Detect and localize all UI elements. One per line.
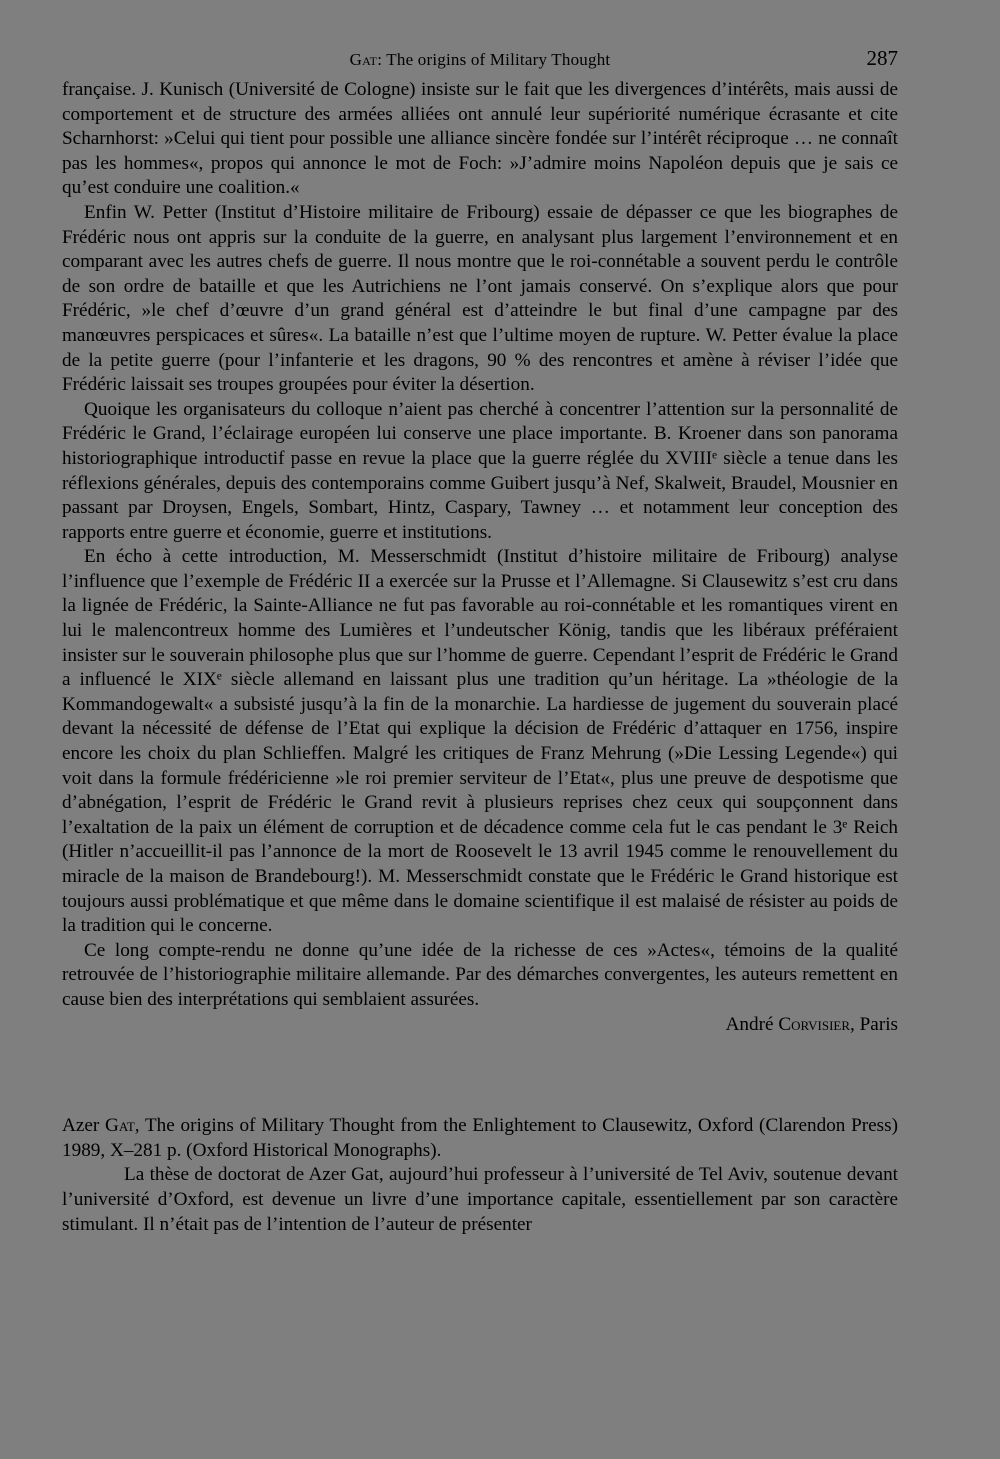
running-title xyxy=(62,50,898,70)
document-page xyxy=(62,44,898,1237)
paragraph-2: Enfin W. Petter (Institut d’Histoire militaire de Fribourg) essaie de dépasser ce que les biographes de Frédéric nous ont appris sur la conduite de la guerre, en analysant plus largement l’environnement et en comparant avec les autres chefs de guerre. Il nous montre que le roi-connétable a souvent perdu le contrôle de son ordre de bataille et que les Autrichiens ne l’ont jamais conservé. On s’explique alors que pour Frédéric, »le chef d’œuvre d’un grand général est d’atteindre le but final d’une campagne par des manœuvres perspicaces et sûres«. La bataille n’est que l’ultime moyen de rupture. W. Petter évalue la place de la petite guerre (pour l’infanterie et les dragons, 90 % des rencontres et amène à réviser l’idée que Frédéric laissait ses troupes groupées pour éviter la désertion. xyxy=(62,201,898,396)
reviewer-place: , Paris xyxy=(850,1013,898,1035)
review-body xyxy=(62,78,898,1013)
reviewer-signature xyxy=(62,1013,898,1038)
citation-author-first: Azer xyxy=(62,1115,100,1137)
running-title-author: Gat xyxy=(349,50,378,69)
page-number: 287 xyxy=(866,46,898,70)
citation-details: , The origins of Military Thought from the Enlightement to Clausewitz, Oxford (Clarendon Press) 1989, X–281 p. (Oxford Historical Monographs). xyxy=(62,1115,899,1161)
reviewer-first-name: André xyxy=(725,1013,774,1035)
reviewer-last-name: Corvisier xyxy=(778,1013,851,1035)
paragraph-1: française. J. Kunisch (Université de Cologne) insiste sur le fait que les divergences d’intérêts, mais aussi de comportement et de structure des armées alliées ont annulé leur supériorité numérique écrasante et cite Scharnhorst: »Celui qui tient pour possible une alliance sincère fondée sur l’intérêt réciproque … ne connaît pas les hommes«, propos qui annonce le mot de Foch: »J’admire moins Napoléon depuis que je sais ce qu’est conduire une coalition.« xyxy=(62,79,898,199)
next-review xyxy=(62,1114,898,1237)
citation-author-last: Gat xyxy=(105,1115,135,1137)
running-title-text: : The origins of Military Thought xyxy=(377,50,611,69)
running-header xyxy=(62,44,898,78)
paragraph-4: En écho à cette introduction, M. Messerschmidt (Institut d’histoire militaire de Fribourg) analyse l’influence que l’exemple de Frédéric II a exercée sur la Prusse et l’Allemagne. Si Clausewitz s’est cru dans la lignée de Frédéric, la Sainte-Alliance ne fut pas favorable au roi-connétable et les romantiques virent en lui le malencontreux homme des Lumières et l’undeutscher König, tandis que les libéraux préféraient insister sur le souverain philosophe plus que sur l’homme de guerre. Cependant l’esprit de Frédéric le Grand a influencé le XIXᵉ siècle allemand en laissant plus une tradition qu’un héritage. La »théologie de la Kommandogewalt« a subsisté jusqu’à la fin de la monarchie. La hardiesse de jugement du souverain placé devant la nécessité de défense de l’Etat qui explique la décision de Frédéric d’attaquer en 1756, inspire encore les choix du plan Schlieffen. Malgré les critiques de Franz Mehrung (»Die Lessing Legende«) qui voit dans la formule frédéricienne »le roi premier serviteur de l’Etat«, plus une preuve de despotisme que d’abnégation, l’esprit de Frédéric le Grand revit à plusieurs reprises chez ceux qui soupçonnent dans l’exaltation de la paix un élément de corruption et de décadence comme cela fut le cas pendant le 3ᵉ Reich (Hitler n’accueillit-il pas l’annonce de la mort de Roosevelt le 13 avril 1945 comme le renouvellement du miracle de la maison de Brandebourg!). M. Messerschmidt constate que le Frédéric le Grand historique est toujours aussi problématique et que même dans le domaine scientifique il est malaisé de résister au poids de la tradition qui le concerne. xyxy=(62,546,898,937)
book-citation xyxy=(62,1114,898,1163)
review-opening-paragraph: La thèse de doctorat de Azer Gat, aujourd’hui professeur à l’université de Tel Aviv, soutenue devant l’université d’Oxford, est devenue un livre d’une importance capitale, essentiellement par son caractère stimulant. Il n’était pas de l’intention de l’auteur de présenter xyxy=(62,1164,898,1235)
paragraph-3: Quoique les organisateurs du colloque n’aient pas cherché à concentrer l’attention sur la personnalité de Frédéric le Grand, l’éclairage européen lui conserve une place importante. B. Kroener dans son panorama historiographique introductif passe en revue la place que la guerre réglée du XVIIIᵉ siècle a tenue dans les réflexions générales, depuis des contemporains comme Guibert jusqu’à Nef, Skalweit, Braudel, Mousnier en passant par Droysen, Engels, Sombart, Hintz, Caspary, Tawney … et notamment leur conception des rapports entre guerre et économie, guerre et institutions. xyxy=(62,398,898,543)
paragraph-5: Ce long compte-rendu ne donne qu’une idée de la richesse de ces »Actes«, témoins de la qualité retrouvée de l’historiographie militaire allemande. Par des démarches convergentes, les auteurs remettent en cause bien des interprétations qui semblaient assurées. xyxy=(62,939,898,1010)
